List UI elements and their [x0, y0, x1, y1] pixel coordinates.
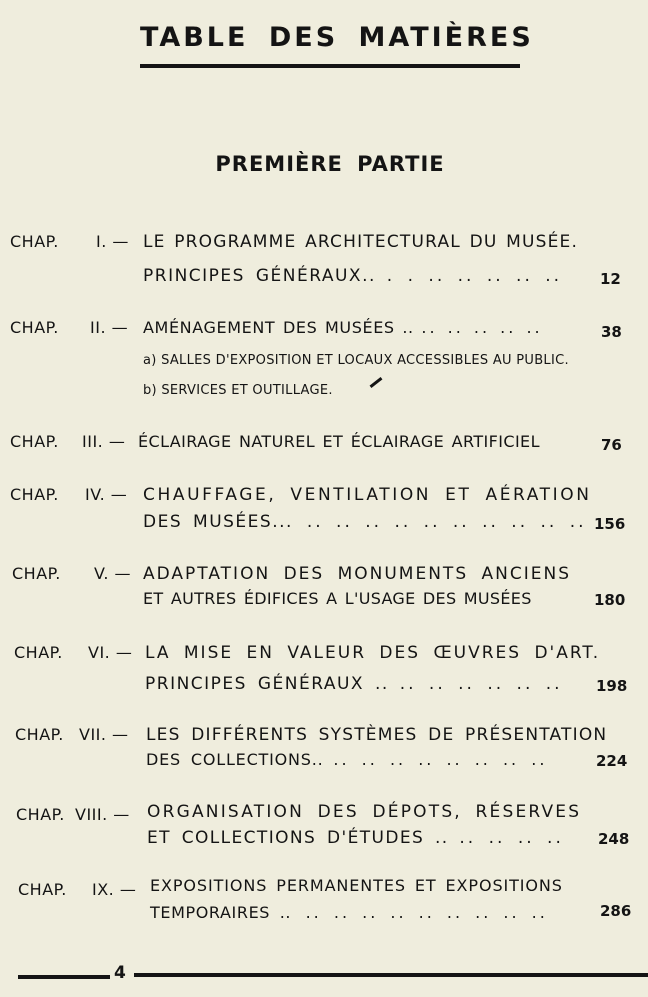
chapter-number: VII. — — [79, 725, 129, 744]
dot-leader: .. .. .. .. — [459, 828, 564, 848]
chapter-title-line-1: EXPOSITIONS PERMANENTES ET EXPOSITIONS — [150, 876, 563, 895]
chapter-prefix: CHAP. — [10, 232, 59, 251]
dot-leader: .. .. .. .. .. .. .. .. — [333, 750, 548, 769]
chapter-number: V. — — [94, 564, 132, 583]
dot-leader: .. .. .. .. .. — [421, 318, 543, 337]
footer-rule-left — [18, 975, 110, 979]
chapter-title-text: PRINCIPES GÉNÉRAUX.. — [143, 266, 376, 286]
subsection-a: a) SALLES D'EXPOSITION ET LOCAUX ACCESSIBLES AU PUBLIC. — [143, 353, 569, 368]
page-number: 286 — [600, 902, 632, 920]
chapter-prefix: CHAP. — [15, 725, 64, 744]
page-number: 198 — [596, 677, 628, 695]
subsection-b: b) SERVICES ET OUTILLAGE. — [143, 383, 333, 398]
chapter-title-line-2 — [143, 266, 562, 286]
page-number: 180 — [594, 591, 626, 609]
chapter-number: IV. — — [85, 485, 128, 504]
chapter-prefix: CHAP. — [10, 485, 59, 504]
part-heading: PREMIÈRE PARTIE — [215, 152, 445, 176]
chapter-number: III. — — [82, 432, 126, 451]
chapter-title-text: DES MUSÉES.. — [143, 512, 287, 532]
chapter-title-text: PRINCIPES GÉNÉRAUX .. — [145, 674, 389, 694]
chapter-number: I. — — [96, 232, 129, 251]
chapter-title-line-1 — [143, 318, 543, 337]
chapter-prefix: CHAP. — [10, 318, 59, 337]
page-number: 38 — [601, 323, 622, 341]
chapter-title-text: ET COLLECTIONS D'ÉTUDES .. — [147, 828, 449, 848]
chapter-title-text: AMÉNAGEMENT DES MUSÉES .. — [143, 318, 414, 337]
chapter-number: VI. — — [88, 643, 133, 662]
chapter-number: II. — — [90, 318, 129, 337]
chapter-title-text: TEMPORAIRES . — [150, 903, 286, 922]
chapter-title-line-1: LA MISE EN VALEUR DES ŒUVRES D'ART. — [145, 643, 601, 663]
page-number: 12 — [600, 270, 621, 288]
chapter-title-line-2 — [147, 828, 564, 848]
page-number: 156 — [594, 515, 626, 533]
chapter-title-line-1: ORGANISATION DES DÉPOTS, RÉSERVES — [147, 802, 582, 822]
chapter-title-line-2 — [143, 512, 587, 532]
page-number: 76 — [601, 436, 622, 454]
chapter-prefix: CHAP. — [18, 880, 67, 899]
page-number: 248 — [598, 830, 630, 848]
dot-leader: . .. .. .. .. .. .. .. .. .. — [285, 903, 548, 922]
chapter-title-line-1: LES DIFFÉRENTS SYSTÈMES DE PRÉSENTATION — [146, 725, 608, 745]
dot-leader: . .. .. .. .. .. .. .. .. .. .. — [286, 512, 587, 532]
chapter-title-line-1: ÉCLAIRAGE NATUREL ET ÉCLAIRAGE ARTIFICIEL — [138, 432, 540, 451]
dot-leader: .. .. .. .. .. .. — [399, 674, 563, 694]
dot-leader: . . .. .. .. .. .. — [386, 266, 563, 286]
chapter-prefix: CHAP. — [12, 564, 61, 583]
chapter-prefix: CHAP. — [16, 805, 65, 824]
page-title: TABLE DES MATIÈRES — [140, 22, 534, 53]
chapter-title-line-2 — [150, 903, 548, 922]
chapter-title-line-2 — [145, 674, 563, 694]
chapter-title-line-1: LE PROGRAMME ARCHITECTURAL DU MUSÉE. — [143, 232, 579, 252]
chapter-number: VIII. — — [75, 805, 130, 824]
chapter-number: IX. — — [92, 880, 137, 899]
chapter-title-line-2: ET AUTRES ÉDIFICES A L'USAGE DES MUSÉES — [143, 589, 532, 608]
page-number: 224 — [596, 752, 628, 770]
chapter-prefix: CHAP. — [14, 643, 63, 662]
folio-page-number: 4 — [114, 963, 126, 983]
chapter-prefix: CHAP. — [10, 432, 59, 451]
chapter-title-line-1: CHAUFFAGE, VENTILATION ET AÉRATION — [143, 485, 592, 505]
pencil-check-mark — [370, 377, 383, 388]
chapter-title-line-2 — [146, 750, 547, 769]
chapter-title-text: DES COLLECTIONS.. — [146, 750, 324, 769]
title-underline — [140, 64, 520, 68]
footer-rule-right — [134, 973, 648, 977]
chapter-title-line-1: ADAPTATION DES MONUMENTS ANCIENS — [143, 564, 571, 584]
